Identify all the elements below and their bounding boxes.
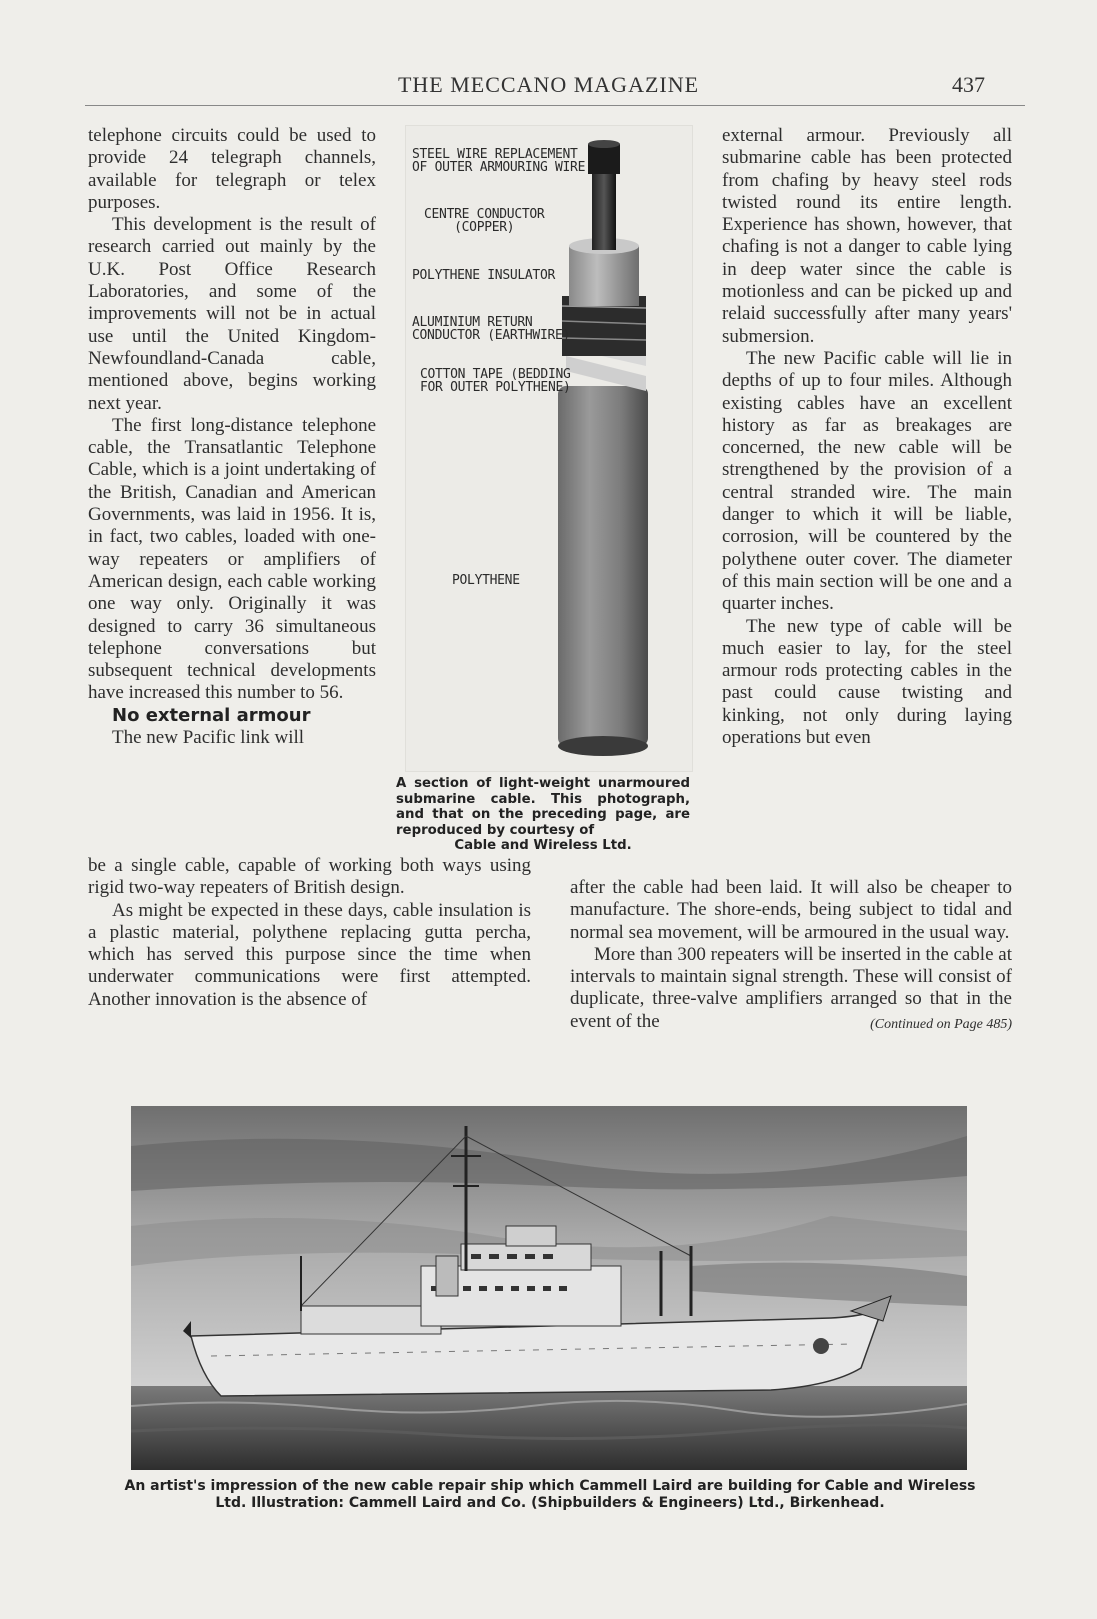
label-polythene-insulator: POLYTHENE INSULATOR xyxy=(412,268,556,283)
paragraph: This development is the result of research carried out mainly by the U.K. Post Office Research Laboratories, and some of the improvements will not be in actual use until the United Kingdom-Newfoundland-Canada cable, mentioned above, begins working next year. xyxy=(88,214,376,414)
paragraph: external armour. Previously all submarine cable has been protected from chafing by heavy steel rods twisted round its entire length. Experience has shown, however, that chafing is not a danger to cable lying in deep water since the cable is motionless and can be picked up and relaid successfully after many years' submersion. xyxy=(722,125,1012,347)
paragraph: after the cable had been laid. It will also be cheaper to manufacture. The shore-ends, being subject to tidal and normal sea movement, will be armoured in the usual way. xyxy=(570,877,1012,943)
bottom-right-column xyxy=(570,877,1012,1036)
left-column xyxy=(88,125,376,749)
caption-text: A section of light-weight unarmoured submarine cable. This photograph, and that on the preceding page, are reproduced by courtesy of xyxy=(396,776,690,838)
right-column xyxy=(722,125,1012,749)
ship-caption: An artist's impression of the new cable repair ship which Cammell Laird are building for Cable and Wireless Ltd. Illustration: Cammell Laird and Co. (Shipbuilders & Engineers) Ltd., Birkenhead. xyxy=(124,1478,976,1511)
paragraph: telephone circuits could be used to provide 24 telegraph channels, available for telegraph or telex purposes. xyxy=(88,125,376,213)
paragraph: be a single cable, capable of working both ways using rigid two-way repeaters of British design. xyxy=(88,855,531,899)
label-aluminium-return: ALUMINIUM RETURN CONDUCTOR (EARTHWIRE) xyxy=(412,315,571,343)
paragraph-text: More than 300 repeaters will be inserted in the cable at intervals to maintain signal strength. These will consist of duplicate, three-valve amplifiers arranged so that in the event of the xyxy=(570,943,1012,1032)
cable-photo-caption xyxy=(396,776,690,854)
label-cotton-tape: COTTON TAPE (BEDDING FOR OUTER POLYTHENE) xyxy=(420,367,571,395)
paragraph: The new Pacific link will xyxy=(112,727,305,749)
label-steel-wire: STEEL WIRE REPLACEMENT OF OUTER ARMOURING WIRE xyxy=(412,147,586,175)
bottom-left-column xyxy=(88,855,531,1011)
paragraph xyxy=(570,944,1012,1033)
paragraph: The new Pacific cable will lie in depths of up to four miles. Although existing cables have an excellent history as far as breakages are concerned, the new cable will be strengthened by the provision of a central stranded wire. The main danger to which it will be liable, corrosion, will be countered by the polythene outer cover. The diameter of this main section will be one and a quarter inches. xyxy=(722,347,1012,615)
label-polythene: POLYTHENE xyxy=(452,573,520,588)
continued-note: (Continued on Page 485) xyxy=(870,1016,1012,1032)
running-header-title: THE MECCANO MAGAZINE xyxy=(397,72,700,97)
cable-section-photo xyxy=(405,125,693,772)
section-subheading: No external armour xyxy=(112,704,311,726)
paragraph: The new type of cable will be much easier to lay, for the steel armour rods protecting cables in the past could cause twisting and kinking, not only during laying operations but even xyxy=(722,615,1012,749)
paragraph: As might be expected in these days, cable insulation is a plastic material, polythene replacing gutta percha, which has served this purpose since the time when underwater communications were first attempted. Another innovation is the absence of xyxy=(88,899,531,1010)
cable-ship-illustration xyxy=(131,1106,967,1470)
header-rule xyxy=(85,105,1025,106)
paragraph: The first long-distance telephone cable, the Transatlantic Telephone Cable, which is a joint undertaking of the British, Canadian and American Governments, was laid in 1956. It is, in fact, two cables, loaded with one-way repeaters or amplifiers of American design, each cable working one way only. Originally it was designed to carry 36 simultaneous telephone conversations but subsequent technical developments have increased this number to 56. xyxy=(88,414,376,704)
label-centre-conductor: CENTRE CONDUCTOR (COPPER) xyxy=(424,207,545,235)
ship-drawing xyxy=(131,1106,967,1470)
page-number: 437 xyxy=(952,72,985,97)
caption-credit: Cable and Wireless Ltd. xyxy=(454,838,632,853)
